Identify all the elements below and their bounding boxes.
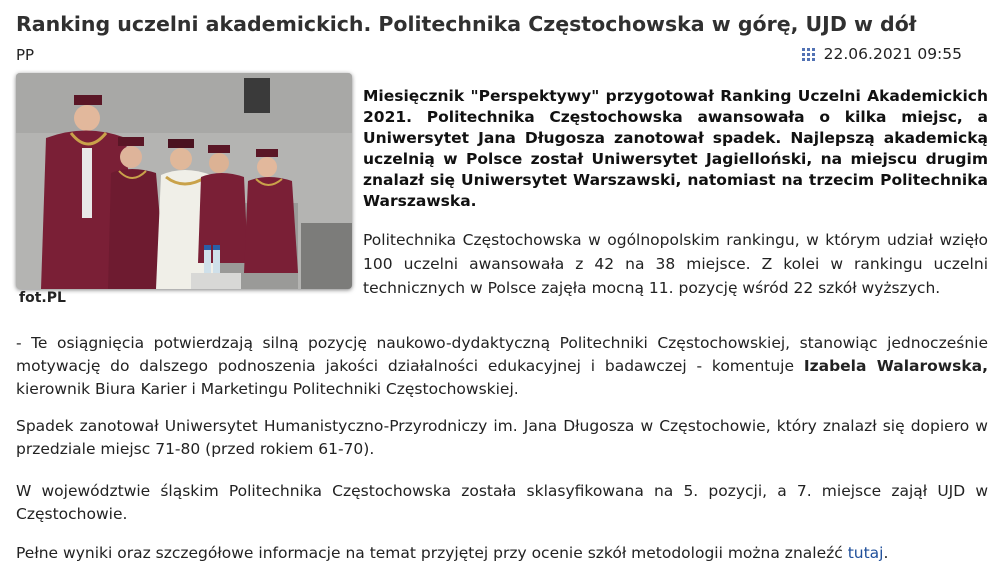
photo-caption: fot.PL [19,290,66,306]
quote-text: - Te osiągnięcia potwierdzają silną pozycję naukowo-dydaktyczną Politechniki Częstochowskiej, stanowiąc jednocześnie motywację do dalszego podnoszenia jakości działalności edukacyjnej i badawczej - komentuje [16,334,988,375]
article-author: PP [16,46,35,64]
results-paragraph [16,542,988,565]
quote-paragraph [16,332,988,401]
article-date [802,45,962,63]
article-date-text: 22.06.2021 09:55 [823,45,962,63]
region-paragraph: W województwie śląskim Politechnika Częstochowska została sklasyfikowana na 5. pozycji, a 7. miejsce zajął UJD w Częstochowie. [16,482,988,523]
article-lead: Miesięcznik "Perspektywy" przygotował Ranking Uczelni Akademickich 2021. Politechnika Częstochowska awansowała o kilka miejsc, a Uniwersytet Jana Długosza zanotował spadek. Najlepszą akademicką uczelnią w Polsce został Uniwersytet Jagielloński, na miejscu drugim znalazł się Uniwersytet Warszawski, natomiast na trzecim Politechnika Warszawska. [363,87,988,210]
article-photo[interactable] [16,73,352,289]
quote-person: Izabela Walarowska, [803,357,988,375]
calendar-icon [802,48,815,61]
results-text: Pełne wyniki oraz szczegółowe informacje na temat przyjętej przy ocenie szkół metodologii można znaleźć [16,544,848,562]
ranking-paragraph: Politechnika Częstochowska w ogólnopolskim rankingu, w którym udział wzięło 100 uczelni awansowała z 42 na 38 miejsce. Z kolei w rankingu uczelni technicznych w Polsce zajęła mocną 11. pozycję wśród 22 szkół wyższych. [363,231,988,297]
article-title: Ranking uczelni akademickich. Politechnika Częstochowska w górę, UJD w dół [16,12,917,36]
results-link[interactable]: tutaj [847,544,884,562]
ceremony-photo-image [16,73,352,289]
quote-role: kierownik Biura Karier i Marketingu Politechniki Częstochowskiej. [16,380,519,398]
results-end: . [883,544,889,562]
ujd-paragraph: Spadek zanotował Uniwersytet Humanistyczno-Przyrodniczy im. Jana Długosza w Częstochowie, który znalazł się dopiero w przedziale miejsc 71-80 (przed rokiem 61-70). [16,417,988,458]
